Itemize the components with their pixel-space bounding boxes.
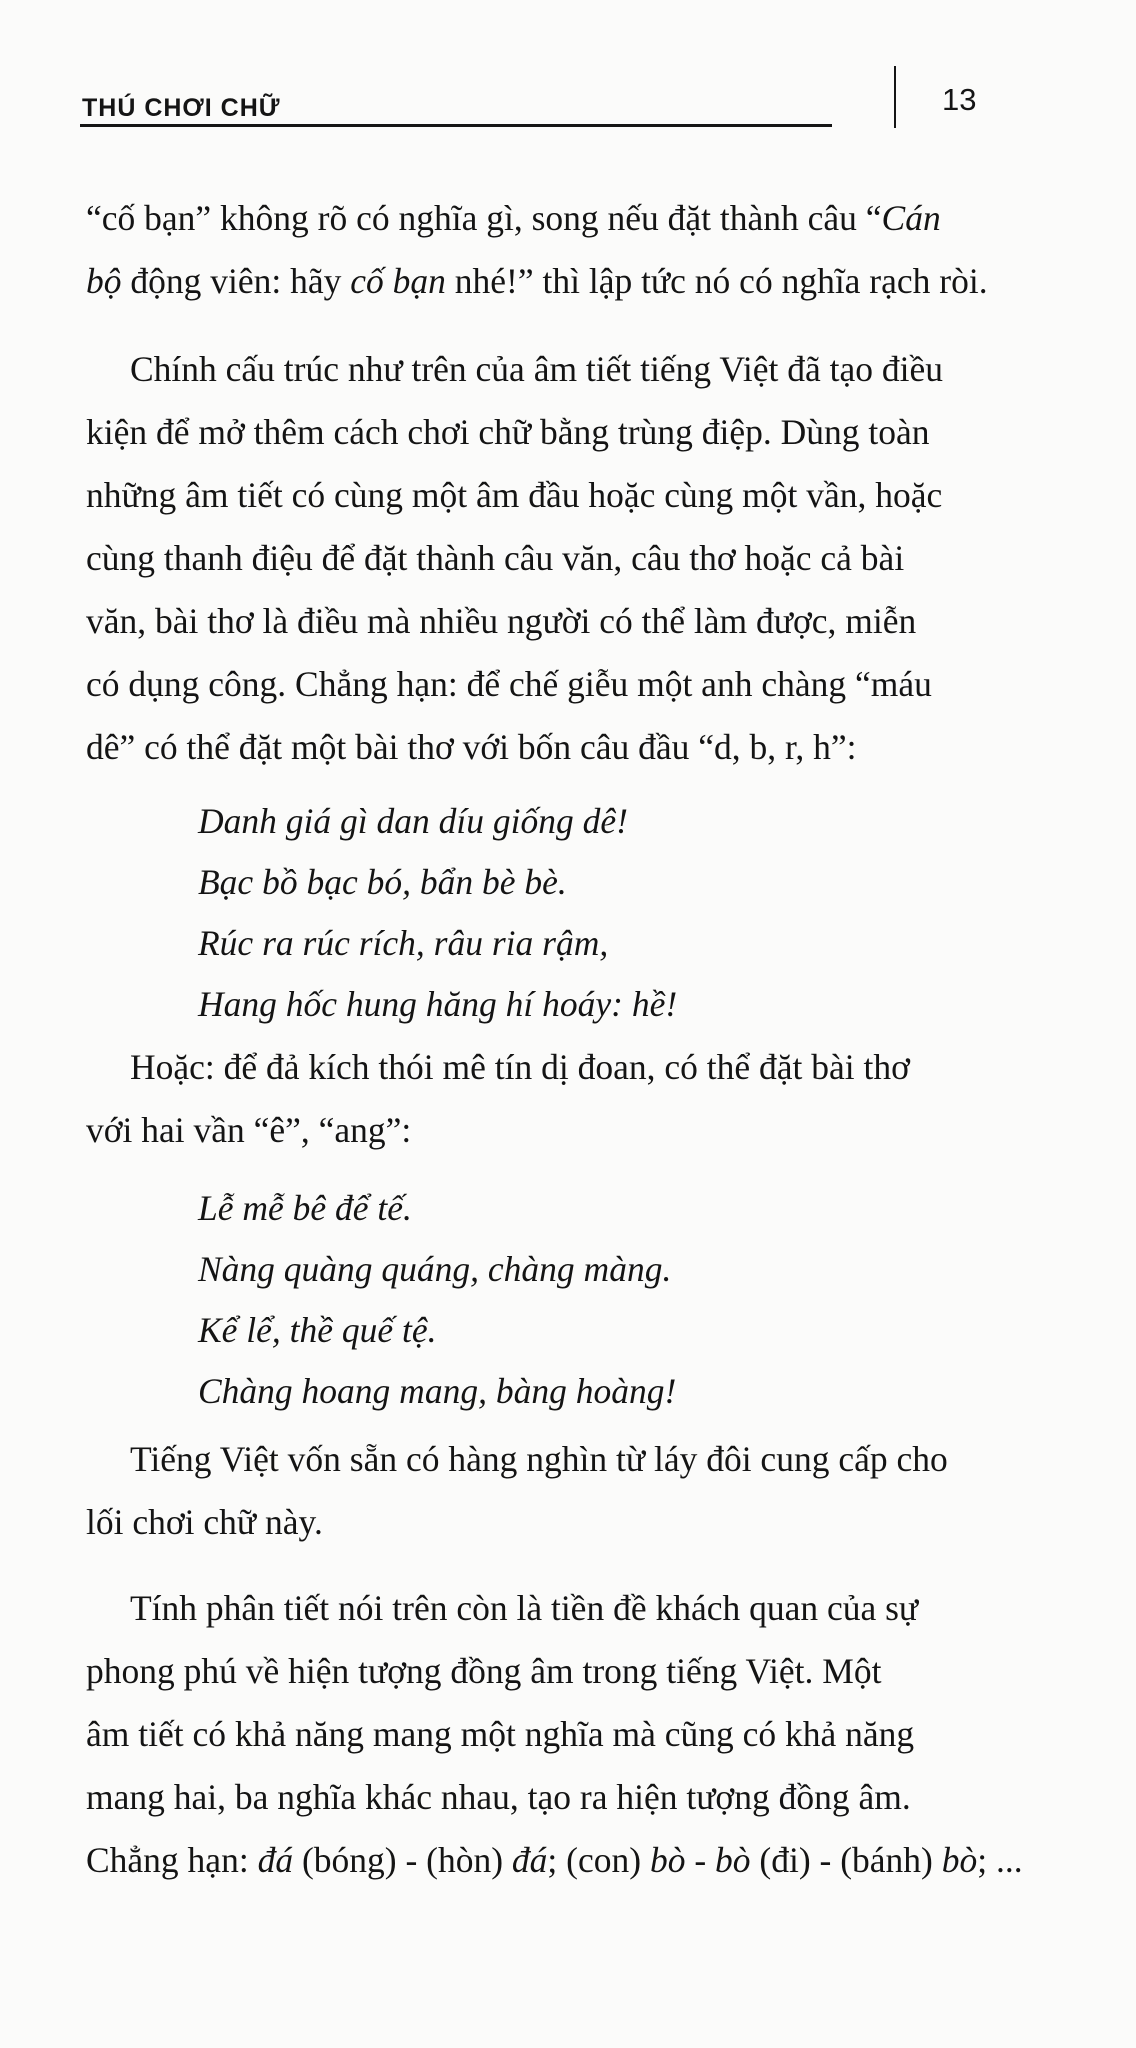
paragraph-line [86, 1829, 1023, 1892]
paragraph-3 [86, 1036, 1006, 1162]
paragraph-line: dê” có thể đặt một bài thơ với bốn câu đầu “d, b, r, h”: [86, 727, 857, 767]
paragraph-1 [86, 187, 1006, 313]
italic-run: bò [649, 1840, 686, 1880]
text-run: động viên: hãy [121, 261, 351, 301]
paragraph-5 [86, 1577, 1023, 1892]
poem-line: Lễ mễ bê để tế. [198, 1188, 412, 1228]
header-rule [80, 124, 832, 127]
running-title: THÚ CHƠI CHỮ [82, 94, 281, 122]
poem-1 [198, 791, 958, 1035]
paragraph-line: văn, bài thơ là điều mà nhiều người có thể làm được, miễn [86, 601, 917, 641]
paragraph-line: Tính phân tiết nói trên còn là tiền đề khách quan của sự [130, 1588, 919, 1628]
poem-line: Kể lể, thề quế tệ. [198, 1310, 437, 1350]
poem-line: Hang hốc hung hăng hí hoáy: hề! [198, 984, 678, 1024]
text-run: (bóng) - (hòn) [293, 1840, 512, 1880]
italic-run: bò [941, 1840, 978, 1880]
italic-run: đá [511, 1840, 548, 1880]
paragraph-line: với hai vần “ê”, “ang”: [86, 1110, 412, 1150]
paragraph-line [86, 187, 1006, 250]
poem-2 [198, 1178, 958, 1422]
italic-run: Cán [881, 198, 941, 238]
paragraph-line [86, 250, 1006, 313]
paragraph-line: lối chơi chữ này. [86, 1502, 323, 1542]
poem-line: Chàng hoang mang, bàng hoàng! [198, 1371, 677, 1411]
italic-run: bộ [86, 261, 122, 301]
header-divider [894, 66, 896, 128]
text-run: ; ... [977, 1840, 1023, 1880]
page-number: 13 [942, 82, 977, 117]
text-run: - [685, 1840, 716, 1880]
paragraph-line: cùng thanh điệu để đặt thành câu văn, câu thơ hoặc cả bài [86, 538, 905, 578]
text-run: “cố bạn” không rõ có nghĩa gì, song nếu đặt thành câu “ [86, 198, 882, 238]
text-run: (đi) - (bánh) [750, 1840, 942, 1880]
text-run: nhé!” thì lập tức nó có nghĩa rạch ròi. [445, 261, 988, 301]
paragraph-2 [86, 338, 1006, 779]
paragraph-line: mang hai, ba nghĩa khác nhau, tạo ra hiện tượng đồng âm. [86, 1777, 911, 1817]
paragraph-4 [86, 1428, 1006, 1554]
italic-run: cố bạn [350, 261, 446, 301]
paragraph-line: những âm tiết có cùng một âm đầu hoặc cùng một vần, hoặc [86, 475, 943, 515]
paragraph-line: kiện để mở thêm cách chơi chữ bằng trùng điệp. Dùng toàn [86, 412, 930, 452]
poem-line: Bạc bồ bạc bó, bẩn bè bè. [198, 862, 567, 902]
poem-line: Nàng quàng quáng, chàng màng. [198, 1249, 672, 1289]
italic-run: bò [715, 1840, 751, 1880]
paragraph-line: phong phú về hiện tượng đồng âm trong tiếng Việt. Một [86, 1651, 882, 1691]
text-run: Chẳng hạn: [86, 1840, 258, 1880]
paragraph-line: Hoặc: để đả kích thói mê tín dị đoan, có thể đặt bài thơ [130, 1047, 910, 1087]
poem-line: Danh giá gì dan díu giống dê! [198, 801, 628, 841]
paragraph-line: Tiếng Việt vốn sẵn có hàng nghìn từ láy đôi cung cấp cho [130, 1439, 948, 1479]
text-run: ; (con) [547, 1840, 650, 1880]
italic-run: đá [257, 1840, 294, 1880]
paragraph-line: có dụng công. Chẳng hạn: để chế giễu một anh chàng “máu [86, 664, 932, 704]
paragraph-line: âm tiết có khả năng mang một nghĩa mà cũng có khả năng [86, 1714, 915, 1754]
paragraph-line: Chính cấu trúc như trên của âm tiết tiếng Việt đã tạo điều [130, 349, 943, 389]
poem-line: Rúc ra rúc rích, râu ria rậm, [198, 923, 609, 963]
